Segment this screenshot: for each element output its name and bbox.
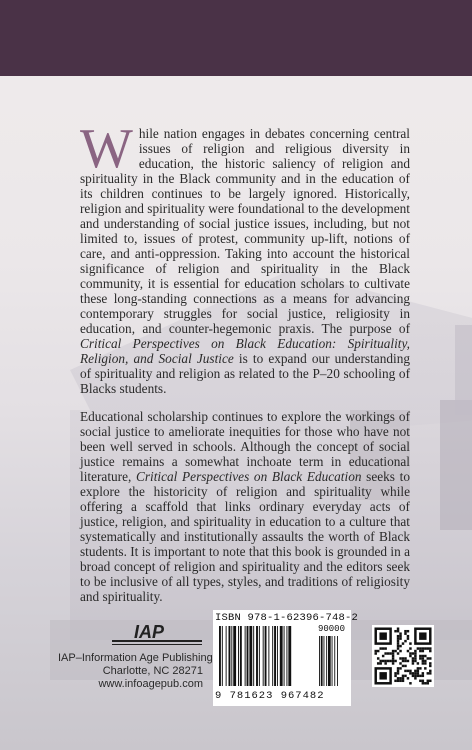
isbn-barcode: [213, 610, 359, 706]
logo-text: IAP: [134, 622, 165, 642]
paragraph-2-text-a: Educational scholarship continues to explore the workings of social justice to ameliorate inequities for those who have not been well served in schools. Although the concept of social justice remains a somewhat inchoate term in educational literature,: [80, 409, 410, 484]
publisher-website: www.infoagepub.com: [98, 678, 203, 690]
top-color-band: [0, 0, 472, 76]
back-cover-copy: [80, 118, 410, 617]
iap-logo-icon: [112, 620, 202, 648]
barcode-bars: [219, 626, 347, 690]
publisher-name: IAP–Information Age Publishing: [58, 652, 213, 664]
publisher-city: Charlotte, NC 28271: [102, 665, 203, 677]
drop-cap: W: [80, 118, 133, 180]
paragraph-2-text-b: seeks to explore the historicity of religion and spirituality while offering a scaffold that links ordinary everyday acts of justice, religion, and spirituality in education to a culture that systematically and institutionally assaults the worth of Black students. It is important to note that this book is grounded in a broad concept of religion and spirituality and the editors seek to be inclusive of all types, styles, and traditions of religiosity and spirituality.: [80, 469, 410, 604]
description-paragraph-2: [80, 409, 410, 604]
book-short-title-italic: Critical Perspectives on Black Education: [136, 469, 362, 484]
qr-code-icon: [372, 625, 434, 687]
publisher-info: [58, 652, 213, 691]
isbn-digits: 9 781623 967482: [215, 690, 325, 702]
price-addon: 90000: [317, 624, 345, 634]
paragraph-1-text-b: is to expand our understanding of spirituality and religion as related to the P–20 schooling of Blacks students.: [80, 351, 410, 396]
book-title-italic: Critical Perspectives on Black Education: Spirituality, Religion, and Social Justice: [80, 336, 410, 366]
paragraph-1-text-a: hile nation engages in debates concerning central issues of religion and religious diversity in education, the historic saliency of religion and spirituality in the Black community and in the education of its children continues to be largely ignored. Historically, religion and spirituality were foundational to the development and understanding of social justice issues, including, but not limited to, issues of protest, community up-lift, notions of care, and anti-oppression. Taking into account the historical significance of religion and spirituality in the Black community, it is essential for education scholars to cultivate these long-standing connections as a means for advancing contemporary struggles for social justice, religiosity in education, and counter-hegemonic praxis. The purpose of: [80, 126, 410, 336]
description-paragraph-1: [80, 118, 410, 396]
isbn-label: ISBN 978-1-62396-748-2: [215, 612, 359, 624]
